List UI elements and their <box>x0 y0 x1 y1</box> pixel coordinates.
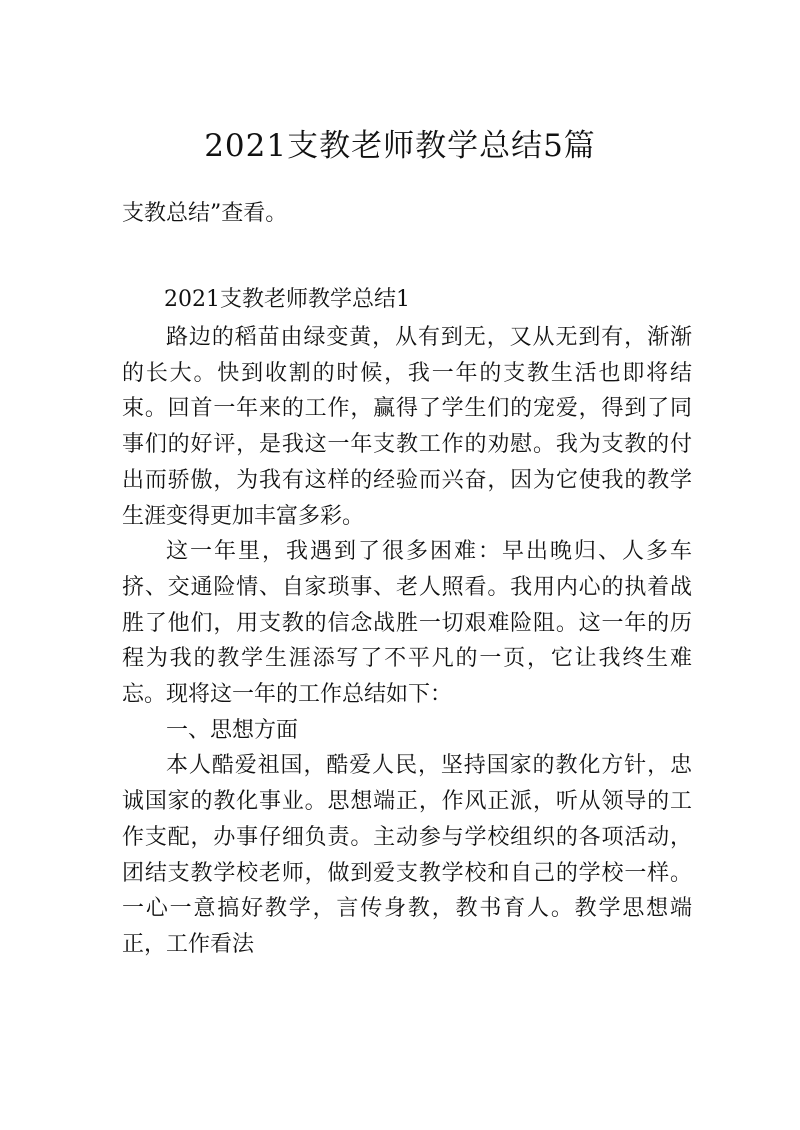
intro-text: 支教总结”查看。 <box>122 201 288 226</box>
body-text <box>122 320 692 963</box>
paragraph: 本人酷爱祖国，酷爱人民，坚持国家的教化方针，忠诚国家的教化事业。思想端正，作风正派，听从领导的工作支配，办事仔细负责。主动参与学校组织的各项活动，团结支教学校老师，做到爱支教学校和自己的学校一样。一心一意搞好教学，言传身教，教书育人。教学思想端正，工作看法 <box>122 753 692 957</box>
paragraph: 这一年里，我遇到了很多困难：早出晚归、人多车挤、交通险情、自家琐事、老人照看。我用内心的执着战胜了他们，用支教的信念战胜一切艰难险阻。这一年的历程为我的教学生涯添写了不平凡的一页，它让我终生难忘。现将这一年的工作总结如下： <box>122 539 692 708</box>
section-subtitle: 2021支教老师教学总结1 <box>164 287 410 312</box>
document-title: 2021支教老师教学总结5篇 <box>204 128 596 164</box>
section-heading: 一、思想方面 <box>166 717 299 743</box>
paragraph: 路边的稻苗由绿变黄，从有到无，又从无到有，渐渐的长大。快到收割的时候，我一年的支教生活也即将结束。回首一年来的工作，赢得了学生们的宠爱，得到了同事们的好评，是我这一年支教工作的劝慰。我为支教的付出而骄傲，为我有这样的经验而兴奋，因为它使我的教学生涯变得更加丰富多彩。 <box>122 325 692 529</box>
